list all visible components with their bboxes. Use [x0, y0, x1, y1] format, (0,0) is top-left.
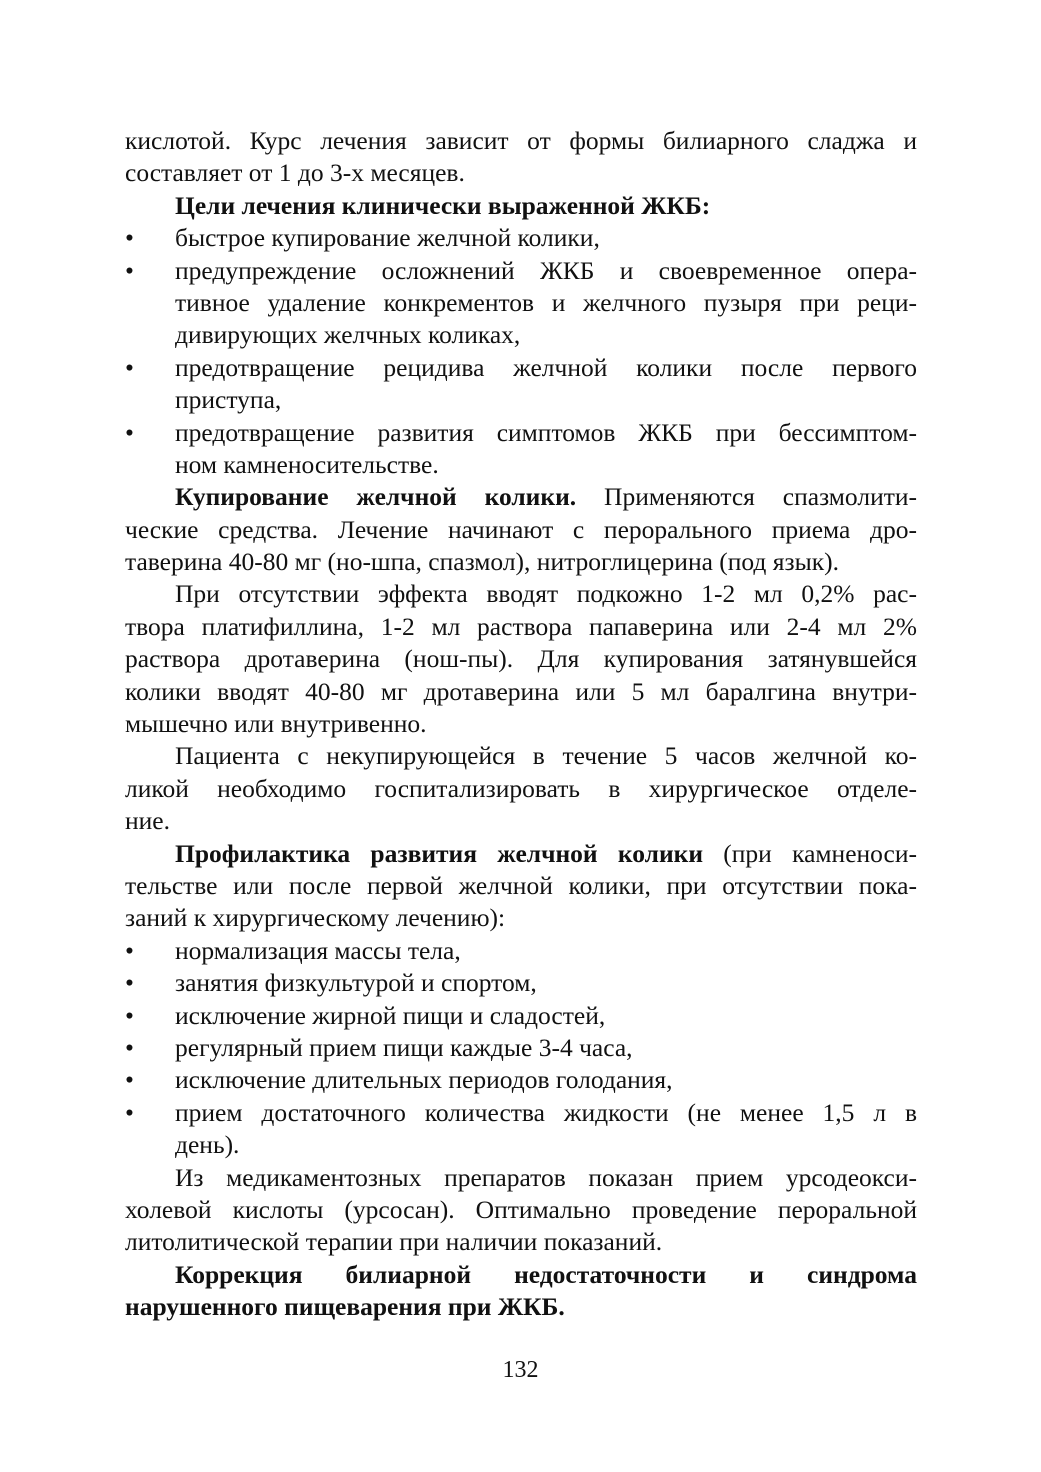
run-in-heading: Купирование желчной колики. — [175, 482, 577, 512]
run-in-heading: Профилактика развития желчной колики — [175, 838, 704, 868]
paragraph-drugs — [125, 1162, 917, 1259]
list-item-line: нормализация массы тела, — [175, 935, 461, 965]
bullet-icon: • — [125, 255, 134, 285]
bullet-icon: • — [125, 968, 134, 998]
text-line: таверина 40-80 мг (но-шпа, спазмол), нитроглицерина (под язык). — [125, 547, 839, 577]
prevention-bullet-list — [125, 935, 917, 1162]
list-item — [125, 352, 917, 417]
list-item-line: тивное удаление конкрементов и желчного пузыря при реци- — [175, 287, 917, 317]
list-item-line: предотвращение рецидива желчной колики после первого — [175, 352, 917, 382]
paragraph-prevention — [125, 838, 917, 935]
text-line: Пациента с некупирующейся в течение 5 часов желчной ко- — [175, 741, 917, 771]
text-line: составляет от 1 до 3-х месяцев. — [125, 158, 465, 188]
paragraph-no-effect — [125, 578, 917, 740]
text-line: ликой необходимо госпитализировать в хирургическое отделе- — [125, 773, 917, 803]
text-line — [125, 481, 917, 513]
page-body — [125, 125, 917, 1323]
bullet-icon: • — [125, 1065, 134, 1095]
goals-bullet-list — [125, 222, 917, 481]
bullet-icon: • — [125, 223, 134, 253]
list-item — [125, 1032, 917, 1064]
list-item-line: предотвращение развития симптомов ЖКБ при бессимптом- — [175, 417, 917, 447]
page-number: 132 — [502, 1357, 539, 1383]
bullet-icon: • — [125, 935, 134, 965]
list-item-line: исключение жирной пищи и сладостей, — [175, 1000, 606, 1030]
text-line: тельстве или после первой желчной колики, при отсутствии пока- — [125, 870, 917, 900]
text-line: кислотой. Курс лечения зависит от формы билиарного сладжа и — [125, 126, 917, 155]
list-item — [125, 1097, 917, 1162]
bullet-icon: • — [125, 352, 134, 382]
list-item — [125, 417, 917, 482]
text-line: При отсутствии эффекта вводят подкожно 1-2 мл 0,2% рас- — [175, 579, 917, 609]
heading-line: нарушенного пищеварения при ЖКБ. — [125, 1292, 565, 1322]
text-line: твора платифиллина, 1-2 мл раствора папаверина или 2-4 мл 2% — [125, 611, 917, 641]
bullet-icon: • — [125, 417, 134, 447]
heading-line: Коррекция билиарной недостаточности и синдрома — [175, 1259, 917, 1289]
list-item — [125, 255, 917, 352]
text-line: мышечно или внутривенно. — [125, 709, 427, 739]
list-item — [125, 1064, 917, 1096]
text-line: колики вводят 40-80 мг дротаверина или 5 мл баралгина внутри- — [125, 676, 917, 706]
text-line: ческие средства. Лечение начинают с перорального приема дро- — [125, 514, 917, 544]
list-item-line: дивирующих желчных коликах, — [175, 320, 521, 350]
list-item-line: регулярный прием пищи каждые 3-4 часа, — [175, 1032, 633, 1062]
list-item-line: предупреждение осложнений ЖКБ и своевременное опера- — [175, 255, 917, 285]
text-line: ние. — [125, 806, 170, 836]
section-heading-goals: Цели лечения клинически выраженной ЖКБ: — [175, 190, 711, 220]
list-item — [125, 222, 917, 254]
list-item-line: прием достаточного количества жидкости (не менее 1,5 л в — [175, 1097, 917, 1127]
text-line: раствора дротаверина (нош-пы). Для купирования затянувшейся — [125, 644, 917, 674]
text-line: холевой кислоты (урсосан). Оптимально проведение пероральной — [125, 1194, 917, 1224]
text-line: литолитической терапии при наличии показаний. — [125, 1227, 663, 1257]
paragraph-colic — [125, 481, 917, 578]
list-item-line: занятия физкультурой и спортом, — [175, 968, 537, 998]
bullet-icon: • — [125, 1032, 134, 1062]
text-run: Применяются спазмолити- — [576, 482, 917, 512]
bullet-icon: • — [125, 1000, 134, 1030]
text-line: Из медикаментозных препаратов показан прием урсодеокси- — [175, 1162, 917, 1192]
list-item — [125, 1000, 917, 1032]
paragraph-hospital — [125, 740, 917, 837]
list-item-line: быстрое купирование желчной колики, — [175, 223, 600, 253]
text-run: (при камненоси- — [703, 838, 917, 868]
bullet-icon: • — [125, 1097, 134, 1127]
text-line — [125, 838, 917, 870]
list-item — [125, 967, 917, 999]
list-item-line: исключение длительных периодов голодания, — [175, 1065, 673, 1095]
list-item-line: день). — [175, 1130, 240, 1160]
text-line: заний к хирургическому лечению): — [125, 903, 506, 933]
section-heading-correction — [125, 1259, 917, 1324]
list-item-line: приступа, — [175, 385, 282, 415]
list-item-line: ном камненосительстве. — [175, 449, 439, 479]
list-item — [125, 935, 917, 967]
